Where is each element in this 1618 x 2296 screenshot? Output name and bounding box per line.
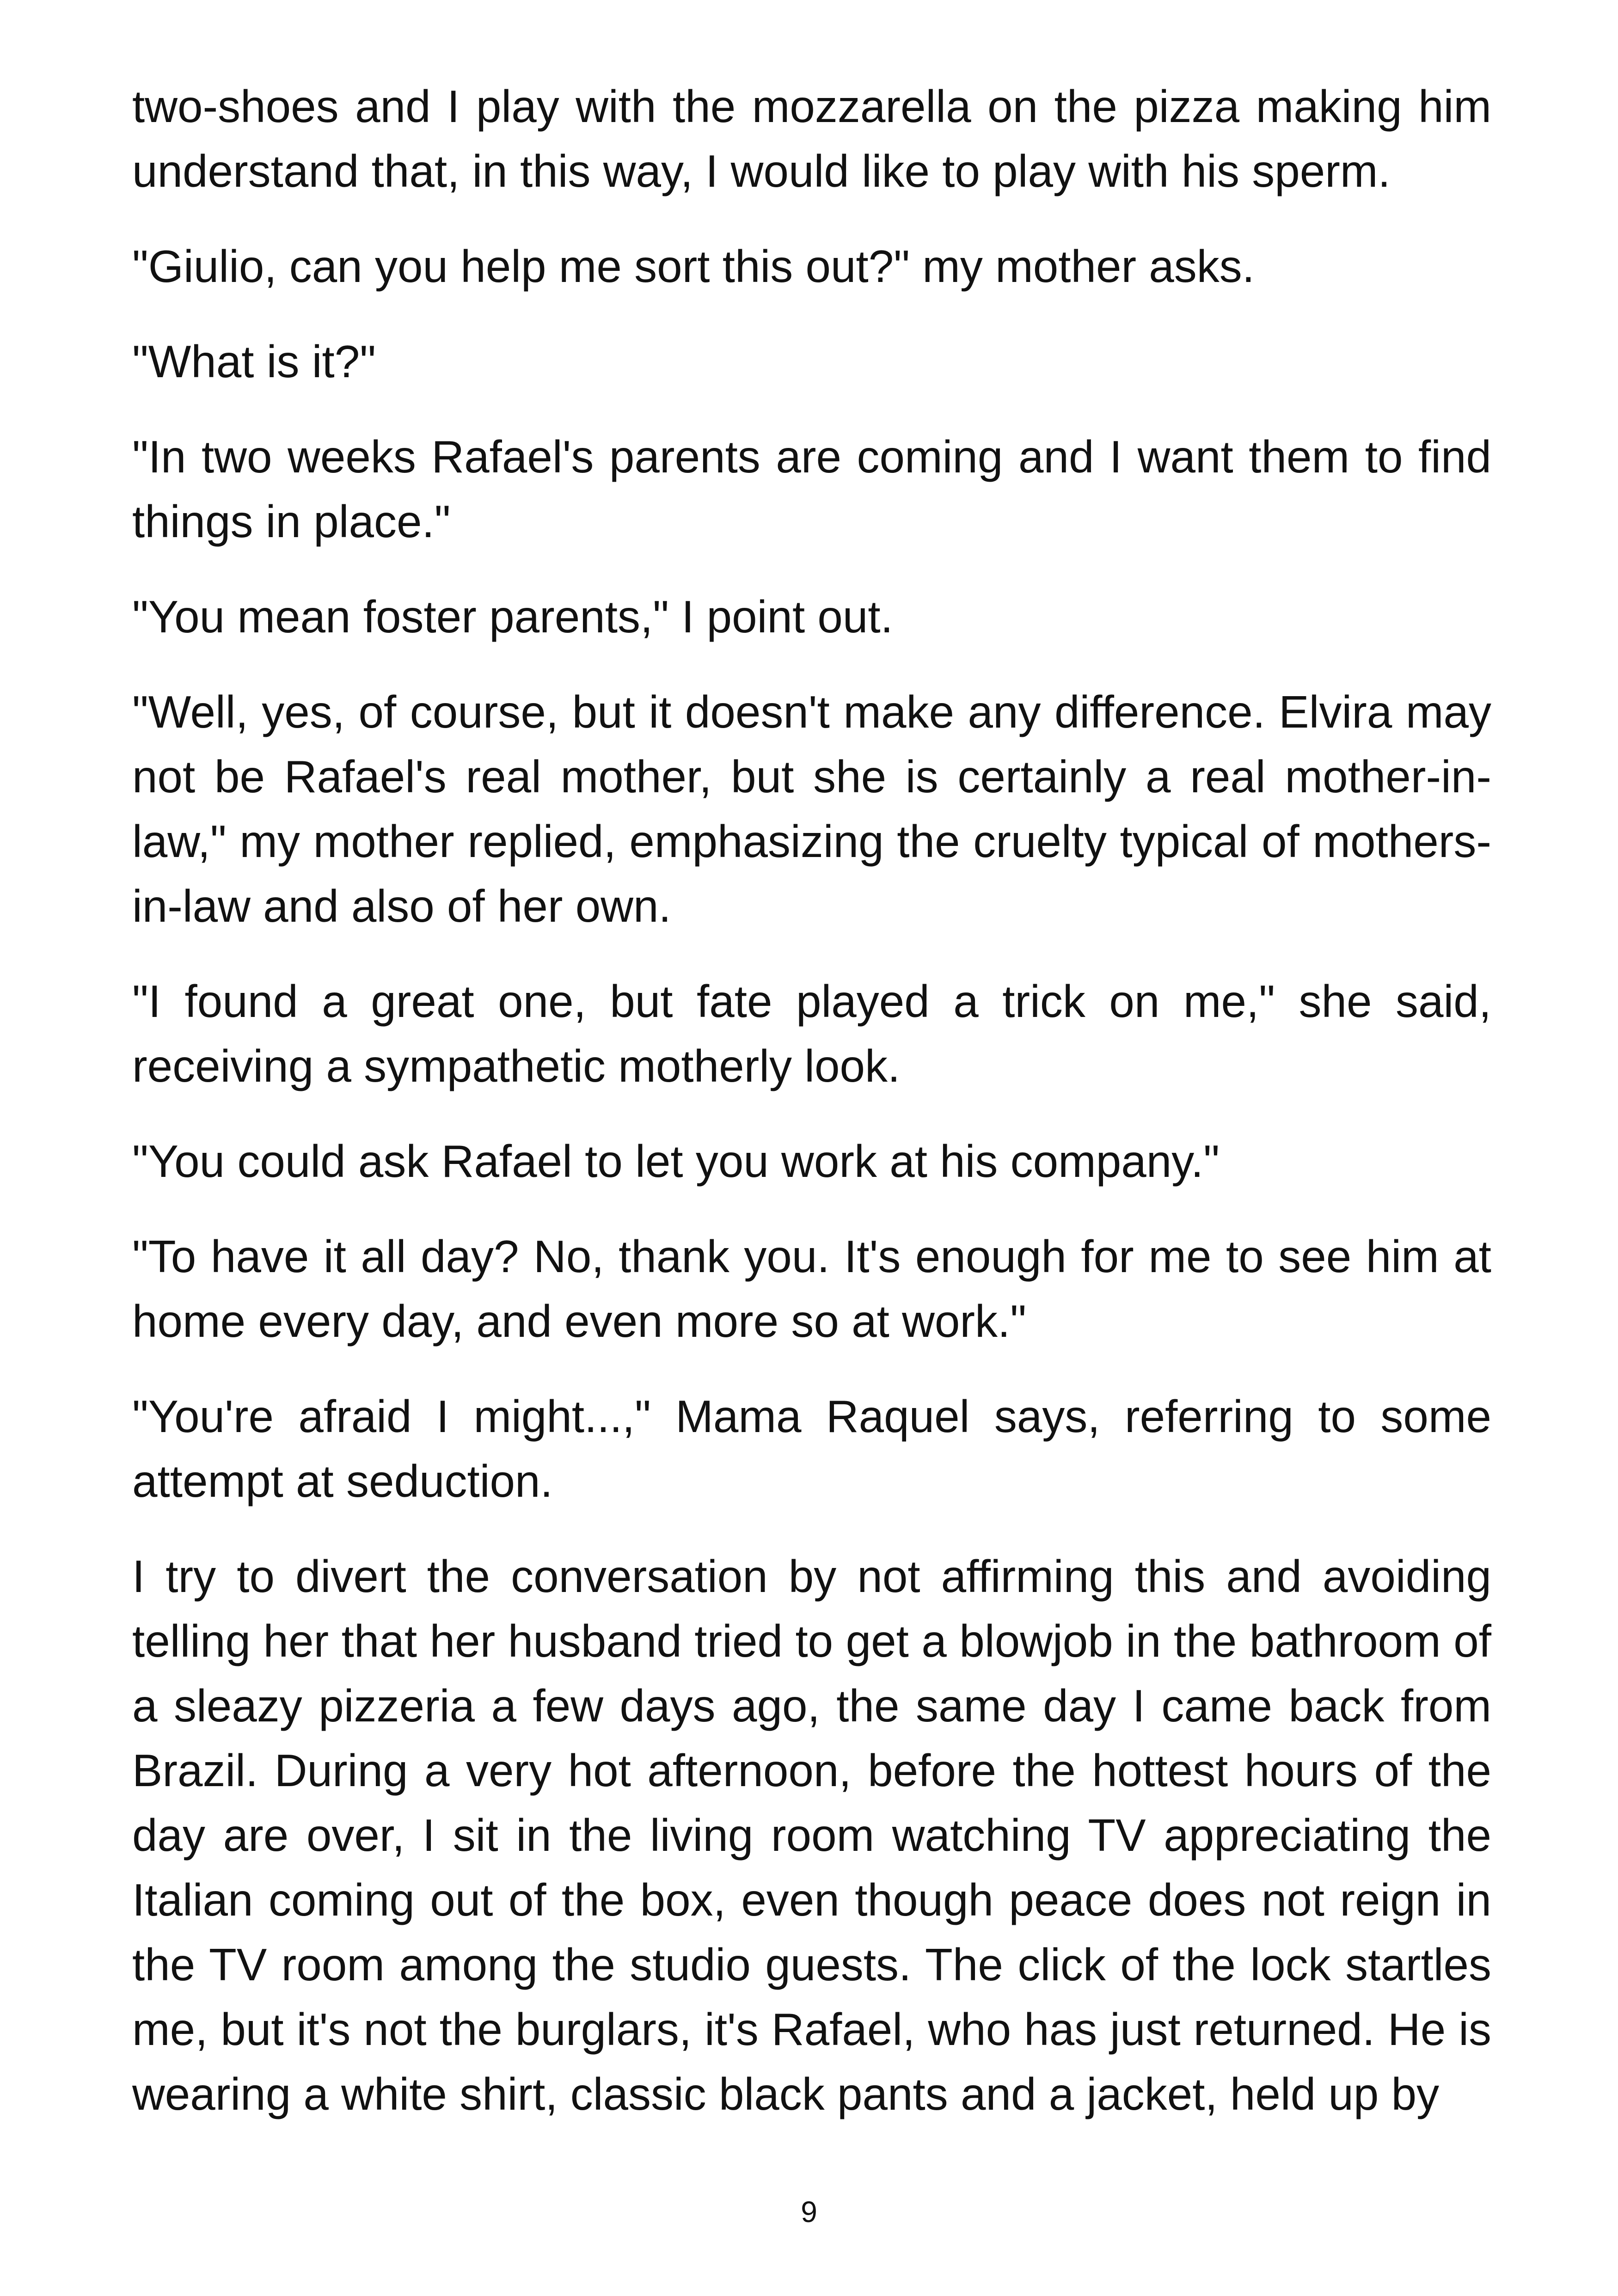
paragraph: "I found a great one, but fate played a trick on me," she said, receiving a sympathetic motherly look. [132, 976, 1491, 1091]
paragraph: "You're afraid I might...," Mama Raquel says, referring to some attempt at seduction. [132, 1391, 1491, 1506]
paragraph: "To have it all day? No, thank you. It's enough for me to see him at home every day, and even more so at work." [132, 1231, 1491, 1347]
paragraph: "Well, yes, of course, but it doesn't make any difference. Elvira may not be Rafael's real mother, but she is certainly a real mother-in-law," my mother replied, emphasizing the cruelty typical of mothers-in-law and also of her own. [132, 686, 1491, 931]
page-number: 9 [801, 2195, 817, 2229]
body-text [132, 74, 1491, 2126]
paragraph: "You could ask Rafael to let you work at his company." [132, 1136, 1220, 1187]
paragraph: I try to divert the conversation by not affirming this and avoiding telling her that her husband tried to get a blowjob in the bathroom of a sleazy pizzeria a few days ago, the same day I came back from Brazil. During a very hot afternoon, before the hottest hours of the day are over, I sit in the living room watching TV appreciating the Italian coming out of the box, even though peace does not reign in the TV room among the studio guests. The click of the lock startles me, but it's not the burglars, it's Rafael, who has just returned. He is wearing a white shirt, classic black pants and a jacket, held up by [132, 1551, 1491, 2119]
paragraph: "What is it?" [132, 336, 376, 387]
paragraph: "In two weeks Rafael's parents are coming and I want them to find things in place." [132, 431, 1491, 547]
paragraph: "Giulio, can you help me sort this out?" my mother asks. [132, 241, 1255, 292]
paragraph: "You mean foster parents," I point out. [132, 591, 893, 642]
paragraph: two-shoes and I play with the mozzarella on the pizza making him understand that, in this way, I would like to play with his sperm. [132, 81, 1491, 196]
